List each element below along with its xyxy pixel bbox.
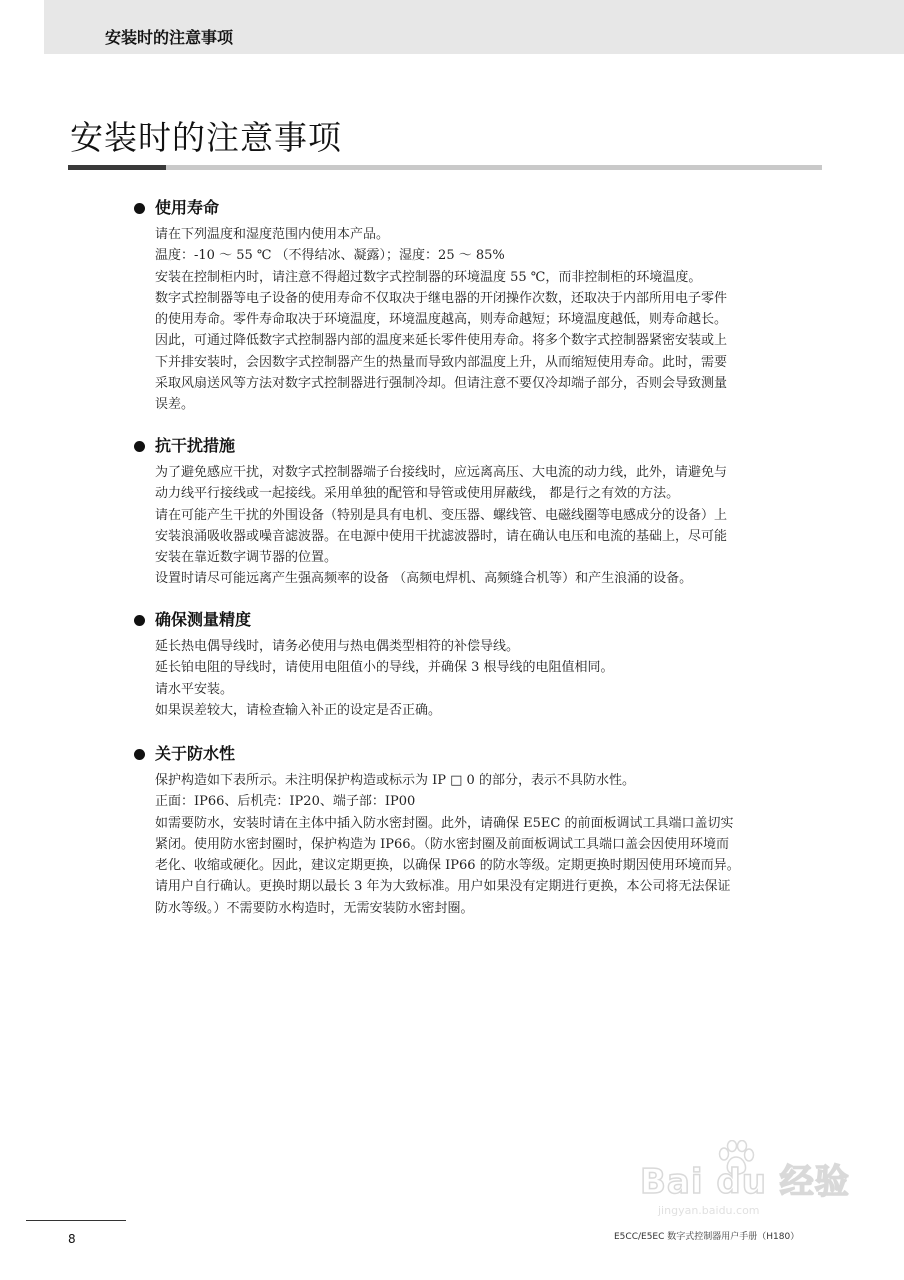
body-line: 为了避免感应干扰，对数字式控制器端子台接线时，应远离高压、大电流的动力线，此外，请避免与 bbox=[155, 465, 728, 480]
body-line: 防水等级。）不需要防水构造时，无需安装防水密封圈。 bbox=[155, 900, 474, 916]
body-line: 因此，可通过降低数字式控制器内部的温度来延长零件使用寿命。将多个数字式控制器紧密安装或上 bbox=[155, 333, 728, 349]
body-line: 设置时请尽可能远离产生强高频率的设备 （高频电焊机、高频缝合机等）和产生浪涌的设备。 bbox=[155, 571, 693, 587]
body-line: 请水平安装。 bbox=[155, 681, 234, 697]
body-line: 老化、收缩或硬化。因此，建议定期更换，以确保 IP66 的防水等级。定期更换时期因使用环境而异。 bbox=[155, 858, 740, 874]
title-underline bbox=[166, 165, 822, 170]
body-line: 正面：IP66、后机壳：IP20、端子部：IP00 bbox=[155, 794, 416, 810]
body-line: 延长铂电阻的导线时，请使用电阻值小的导线，并确保 3 根导线的电阻值相同。 bbox=[155, 660, 614, 676]
watermark bbox=[640, 1140, 880, 1230]
bullet-icon bbox=[134, 615, 145, 626]
section-body bbox=[155, 462, 834, 590]
header-title: 安装时的注意事项 bbox=[105, 28, 234, 47]
section-anti-interference bbox=[134, 434, 834, 590]
footer-rule bbox=[26, 1220, 126, 1221]
body-line: 安装浪涌吸收器或噪音滤波器。在电源中使用干扰滤波器时，请在确认电压和电流的基础上，尽可能 bbox=[155, 528, 728, 544]
body-line: 如需要防水，安装时请在主体中插入防水密封圈。此外，请确保 E5EC 的前面板调试工具端口盖切实 bbox=[155, 815, 734, 831]
section-heading bbox=[134, 196, 834, 222]
section-heading bbox=[134, 434, 834, 460]
section-body bbox=[155, 770, 834, 919]
section-heading-text: 使用寿命 bbox=[155, 198, 220, 217]
body-line: 保护构造如下表所示。未注明保护构造或标示为 IP □ 0 的部分，表示不具防水性。 bbox=[155, 773, 635, 788]
page-title: 安装时的注意事项 bbox=[70, 118, 342, 157]
section-service-life bbox=[134, 196, 834, 416]
body-line: 动力线平行接线或一起接线。采用单独的配管和导管或使用屏蔽线， 都是行之有效的方法。 bbox=[155, 486, 680, 502]
body-line: 安装在控制柜内时，请注意不得超过数字式控制器的环境温度 55 ℃，而非控制柜的环境温度。 bbox=[155, 269, 702, 285]
body-line: 采取风扇送风等方法对数字式控制器进行强制冷却。但请注意不要仅冷却端子部分，否则会导致测量 bbox=[155, 376, 728, 392]
section-measurement-accuracy bbox=[134, 608, 834, 721]
section-heading bbox=[134, 608, 834, 634]
watermark-brand: Bai du 经验 bbox=[640, 1162, 850, 1202]
section-heading-text: 确保测量精度 bbox=[155, 610, 252, 629]
page-number: 8 bbox=[68, 1232, 76, 1246]
section-body bbox=[155, 636, 834, 721]
body-line: 的使用寿命。零件寿命取决于环境温度，环境温度越高，则寿命越短；环境温度越低，则寿命越长。 bbox=[155, 312, 728, 328]
bullet-icon bbox=[134, 441, 145, 452]
section-body bbox=[155, 224, 834, 416]
body-line: 紧闭。使用防水密封圈时，保护构造为 IP66。（防水密封圈及前面板调试工具端口盖会因使用环境而 bbox=[155, 836, 730, 852]
watermark-url: jingyan.baidu.com bbox=[658, 1204, 760, 1217]
bullet-icon bbox=[134, 203, 145, 214]
body-line: 误差。 bbox=[155, 397, 195, 413]
section-heading-text: 关于防水性 bbox=[155, 744, 236, 763]
body-line: 下并排安装时，会因数字式控制器产生的热量而导致内部温度上升，从而缩短使用寿命。此时，需要 bbox=[155, 354, 728, 370]
title-underline-accent bbox=[68, 165, 166, 170]
bullet-icon bbox=[134, 749, 145, 760]
section-heading-text: 抗干扰措施 bbox=[155, 436, 236, 455]
body-line: 请在下列温度和湿度范围内使用本产品。 bbox=[155, 227, 390, 242]
section-heading bbox=[134, 742, 834, 768]
section-waterproofing bbox=[134, 742, 834, 919]
body-line: 温度：-10 ～ 55 ℃ （不得结冰、凝露）；湿度：25 ～ 85% bbox=[155, 248, 505, 264]
body-line: 如果误差较大，请检查输入补正的设定是否正确。 bbox=[155, 702, 442, 718]
footer-manual-title: E5CC/E5EC 数字式控制器用户手册（H180） bbox=[614, 1232, 800, 1242]
body-line: 延长热电偶导线时，请务必使用与热电偶类型相符的补偿导线。 bbox=[155, 639, 520, 654]
body-line: 安装在靠近数字调节器的位置。 bbox=[155, 550, 338, 566]
body-line: 请在可能产生干扰的外围设备（特别是具有电机、变压器、螺线管、电磁线圈等电感成分的设备）上 bbox=[155, 507, 728, 523]
body-line: 请用户自行确认。更换时期以最长 3 年为大致标准。用户如果没有定期进行更换，本公司将无法保证 bbox=[155, 879, 731, 895]
body-line: 数字式控制器等电子设备的使用寿命不仅取决于继电器的开闭操作次数，还取决于内部所用电子零件 bbox=[155, 290, 728, 306]
